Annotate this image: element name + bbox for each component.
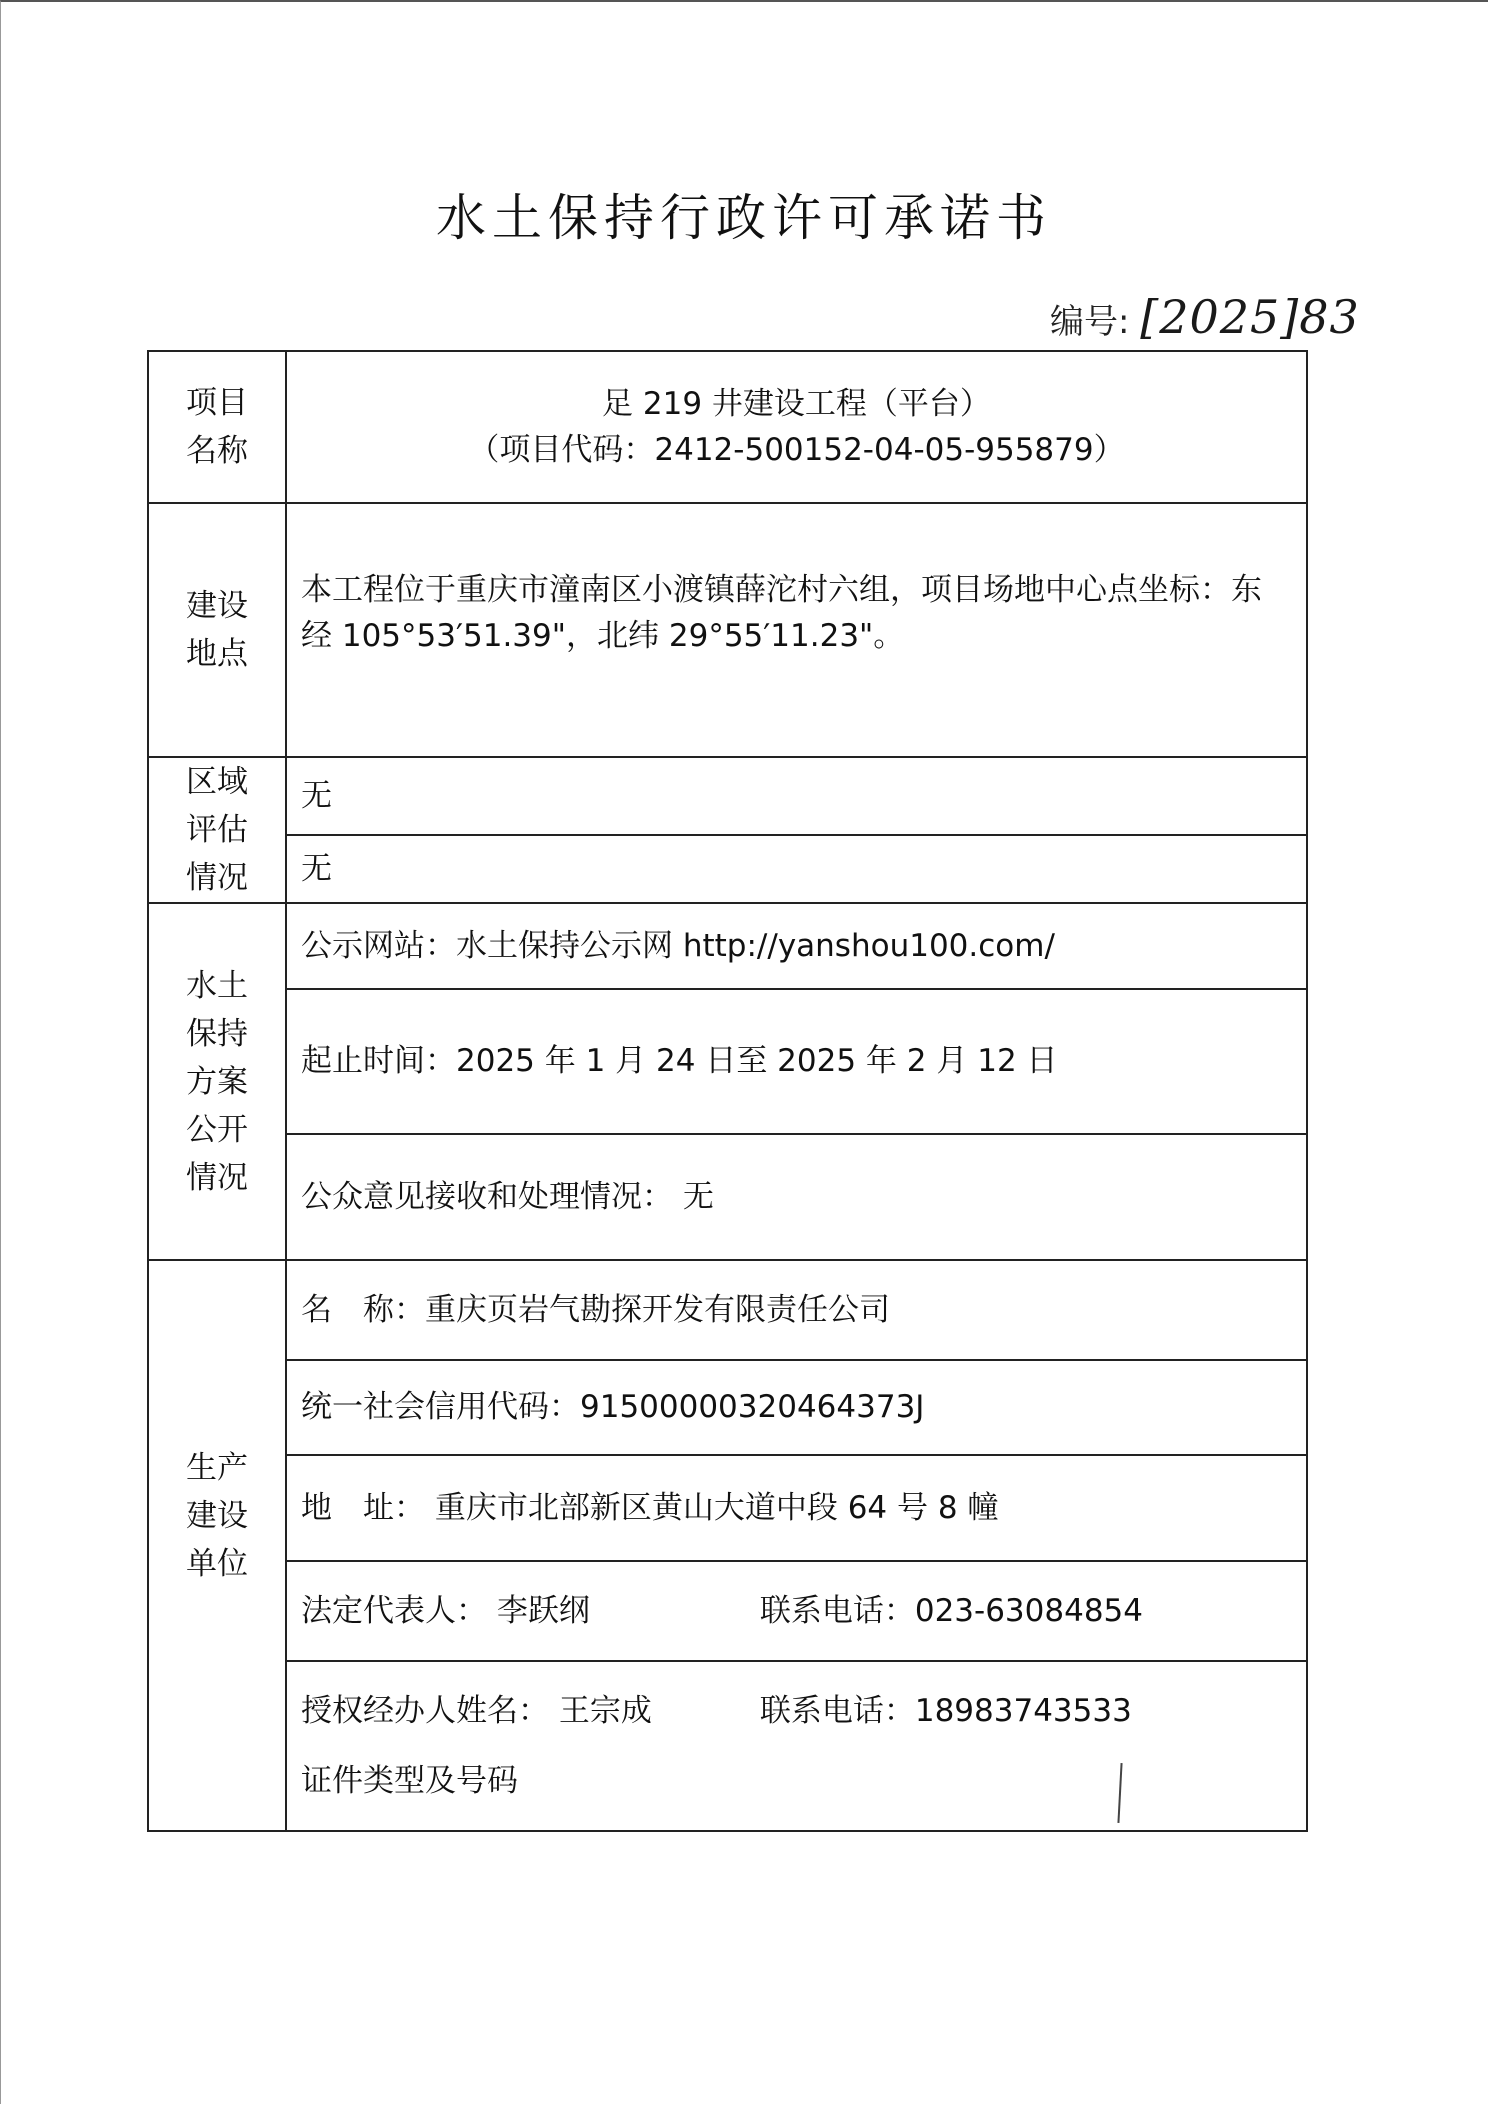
builder-legal-cell: [286, 1561, 1307, 1661]
location-label: 建设地点: [148, 503, 286, 757]
assessment-value-2: 无: [286, 835, 1307, 904]
assessment-row-1: [148, 757, 1307, 835]
disclosure-label: 水土保持方案公开情况: [148, 903, 286, 1260]
disclosure-website: 公示网站：水土保持公示网 http://yanshou100.com/: [286, 903, 1307, 989]
builder-address: 地 址： 重庆市北部新区黄山大道中段 64 号 8 幢: [286, 1455, 1307, 1561]
commitment-table: [147, 350, 1308, 1832]
builder-legal-row: [148, 1561, 1307, 1661]
builder-address-row: [148, 1455, 1307, 1561]
builder-agent-row: [148, 1661, 1307, 1831]
builder-agent-line: [301, 1687, 1292, 1735]
disclosure-website-row: [148, 903, 1307, 989]
project-name-row: [148, 351, 1307, 503]
assessment-row-2: [148, 835, 1307, 904]
project-name-label: 项目名称: [148, 351, 286, 503]
project-name-cell: [286, 351, 1307, 503]
builder-name-row: [148, 1260, 1307, 1360]
builder-legal-rep: 法定代表人： 李跃纲: [301, 1592, 590, 1629]
builder-credit-row: [148, 1360, 1307, 1455]
builder-agent-cell: [286, 1661, 1307, 1831]
location-text: 本工程位于重庆市潼南区小渡镇薛沱村六组，项目场地中心点坐标：东经 105°53′51.39"，北纬 29°55′11.23"。: [286, 503, 1307, 757]
disclosure-public-opinion: 公众意见接收和处理情况： 无: [286, 1134, 1307, 1260]
project-name: 足 219 井建设工程（平台）: [602, 385, 991, 422]
builder-name: 名 称：重庆页岩气勘探开发有限责任公司: [286, 1260, 1307, 1360]
disclosure-period-row: [148, 989, 1307, 1134]
disclosure-period: 起止时间：2025 年 1 月 24 日至 2025 年 2 月 12 日: [286, 989, 1307, 1134]
serial-handwritten: [2025]83: [1140, 290, 1360, 344]
builder-label: 生产建设单位: [148, 1260, 286, 1831]
disclosure-opinion-row: [148, 1134, 1307, 1260]
assessment-label: 区域评估情况: [148, 757, 286, 903]
serial-number: [1050, 290, 1360, 344]
builder-id-type: 证件类型及号码: [301, 1763, 518, 1800]
serial-label: 编号:: [1050, 302, 1130, 342]
builder-agent-name: 授权经办人姓名： 王宗成: [301, 1693, 652, 1730]
builder-legal-phone: 联系电话：023-63084854: [759, 1592, 1143, 1629]
project-code: （项目代码：2412-500152-04-05-955879）: [468, 432, 1125, 468]
assessment-value-1: 无: [286, 757, 1307, 835]
location-row: [148, 503, 1307, 757]
builder-agent-phone: 联系电话：18983743533: [759, 1693, 1132, 1730]
document-title: 水土保持行政许可承诺书: [436, 189, 1052, 247]
builder-credit-code: 统一社会信用代码：91500000320464373J: [286, 1360, 1307, 1455]
